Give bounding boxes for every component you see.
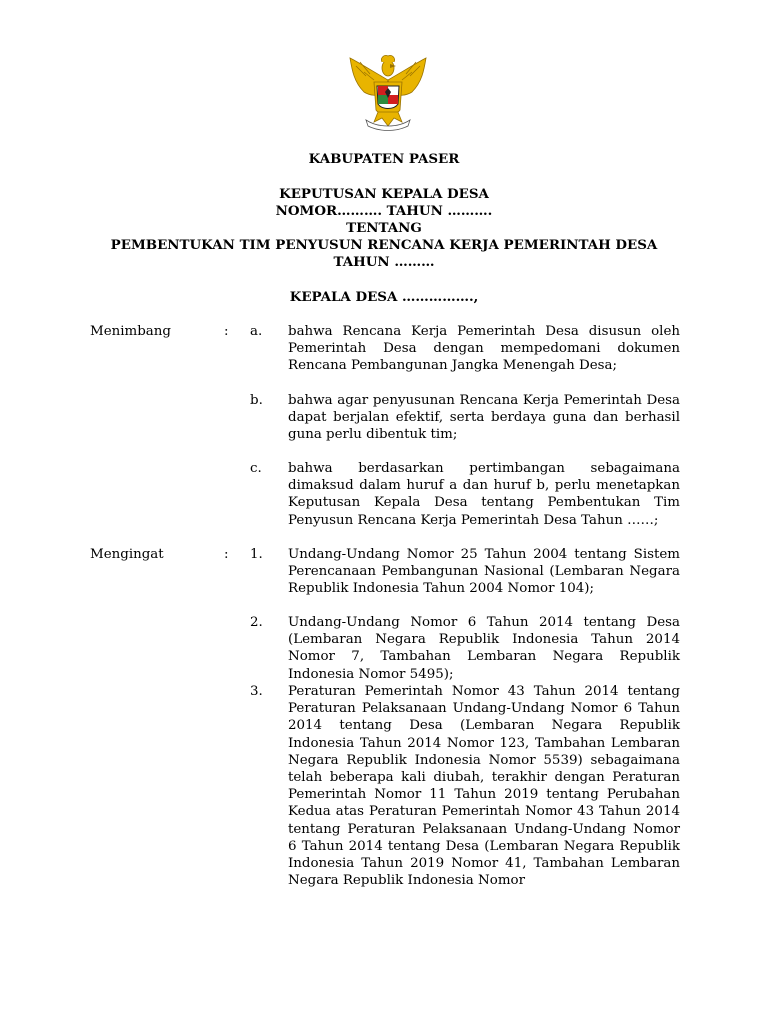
section-colon: : [224,547,229,562]
decree-subject-line2: TAHUN ……… [333,254,435,270]
item-text: bahwa berdasarkan pertimbangan sebagaimana dimaksud dalam huruf a dan huruf b, perlu menetapkan Keputusan Kepala Desa tentang Pembentukan Tim Penyusun Rencana Kerja Pemerintah Desa Tahun ……; [288,461,680,528]
item-marker: b. [250,393,263,408]
decree-number: NOMOR………. TAHUN ………. [275,203,493,219]
item-text: Peraturan Pemerintah Nomor 43 Tahun 2014 tentang Peraturan Pelaksanaan Undang-Undang Nomor 6 Tahun 2014 tentang Desa (Lembaran Negara Republik Indonesia Tahun 2014 Nomor 123, Tambahan Lembaran Negara Republik Indonesia Nomor 5539) sebagaimana telah beberapa kali diubah, terakhir dengan Peraturan Pemerintah Nomor 11 Tahun 2019 tentang Perubahan Kedua atas Peraturan Pemerintah Nomor 43 Tahun 2014 tentang Peraturan Pelaksanaan Undang-Undang Nomor 6 Tahun 2014 tentang Desa (Lembaran Negara Republik Indonesia Tahun 2019 Nomor 41, Tambahan Lembaran Negara Republik Indonesia Nomor [288,684,680,889]
garuda-emblem-icon [344,52,432,132]
authority-title: KEPALA DESA ……………., [289,289,479,305]
item-text: Undang-Undang Nomor 6 Tahun 2014 tentang Desa (Lembaran Negara Republik Indonesia Tahun 2014 Nomor 7, Tambahan Lembaran Negara Republik Indonesia Nomor 5495); [288,615,680,682]
about-label: TENTANG [346,220,422,236]
regency-title: KABUPATEN PASER [308,151,460,167]
item-marker: 2. [250,615,263,630]
item-marker: 1. [250,547,263,562]
decree-title: KEPUTUSAN KEPALA DESA [279,186,489,202]
item-text: Undang-Undang Nomor 25 Tahun 2004 tentang Sistem Perencanaan Pembangunan Nasional (Lembaran Negara Republik Indonesia Tahun 2004 Nomor 104); [288,547,680,597]
item-text: bahwa agar penyusunan Rencana Kerja Pemerintah Desa dapat berjalan efektif, serta berdaya guna dan berhasil guna perlu dibentuk tim; [288,393,680,443]
section-colon: : [224,324,229,339]
item-marker: 3. [250,684,263,699]
decree-subject-line1: PEMBENTUKAN TIM PENYUSUN RENCANA KERJA PEMERINTAH DESA [110,237,658,253]
item-marker: c. [250,461,262,476]
item-marker: a. [250,324,263,339]
mengingat-label: Mengingat [90,547,164,562]
menimbang-label: Menimbang [90,324,171,339]
item-text: bahwa Rencana Kerja Pemerintah Desa disusun oleh Pemerintah Desa dengan mempedomani dokumen Rencana Pembangunan Jangka Menengah Desa; [288,324,680,374]
